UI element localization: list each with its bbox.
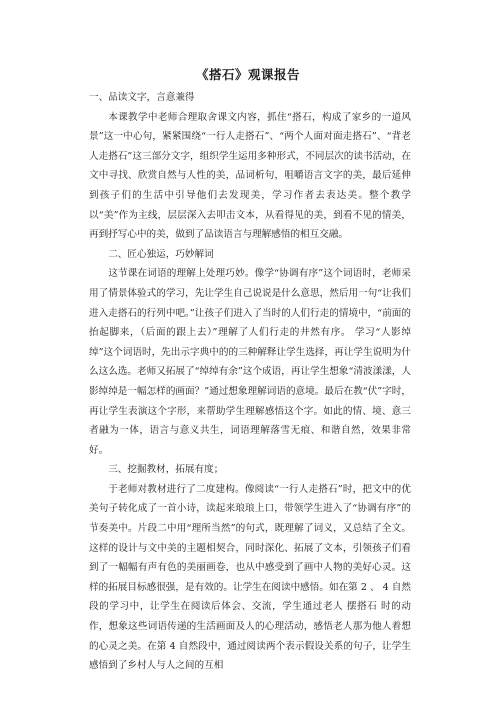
document-title: 《搭石》观课报告 <box>195 67 300 82</box>
section-paragraph-2: 这节课在词语的理解上处理巧妙。像学“协调有序”这个词语时，老师采用了情景体验式的学习，先让学生自己说说是什么意思，然后用一句“让我们进入走搭石的行列中吧。”让孩子们进入了当时的人们行走的情境中，“前面的抬起脚来，（后面的跟上去）”理解了人们行走的井然有序。 学习“人影绰绰”这个词语时，先出示字典中的的三种解释让学生选择，再让学生说明为什么这么选。老师又拓展了“绰绰有余”这个成语，再让学生想象“清波漾漾，人影绰绰是一幅怎样的画面？”通过想象理解词语的意境。最后在教“伏”字时，再让学生表演这个字形，来帮助学生理解感悟这个字。如此的情、境、意三者融为一体，语言与意义共生，词语理解落雪无痕、和谐自然，效果非常好。 <box>89 268 411 456</box>
section-paragraph-3: 于老师对教材进行了二度建构。像阅读“一行人走搭石”时，把文中的优美句子转化成了一首小诗，读起来琅琅上口，带领学生进入了“协调有序”的节奏美中。片段二中用“理所当然”的句式，既理解了词义，又总结了全文。这样的设计与文中美的主题相契合，同时深化、拓展了文本，引领孩子们看到了一幅幅有声有色的美丽画卷，也从中感受到了画中人物的美好心灵。这样的拓展目标感很强，是有效的。让学生在阅读中感悟。如在第 2 、 4 自然段的学习中，让学生在阅读后体会、交流，学生通过老人 摆搭石 时的动作，想象这些词语传递的生活画面及人的心理活动，感悟老人那为他人着想的心灵之美。在第 4 自然段中，通过阅读两个表示假设关系的句子，让学生感悟到了乡村人与人之间的互相 <box>89 483 411 672</box>
document-body <box>89 88 411 676</box>
section-heading-2: 二、匠心独运，巧妙解词 <box>108 248 214 260</box>
section-heading-1: 一、品读文字，言意兼得 <box>89 92 195 103</box>
section-heading-3: 三、挖掘教材，拓展有度； <box>108 464 224 476</box>
section-paragraph-1: 本课教学中老师合理取舍课文内容，抓住“搭石，构成了家乡的一道风景”这一中心句，紧紧围绕“一行人走搭石”、“两个人面对面走搭石”、“背老人走搭石”这三部分文字，组织学生运用多种形式，不同层次的读书活动，在文中寻找、欣赏自然与人性的美，品词析句，咀嚼语言文字的美，最后延伸到孩子们的生活中引导他们去发现美，学习作者去表达美。整个教学以“美”作为主线，层层深入去叩击文本，从看得见的美，到看不见的情美，再到抒写心中的美，做到了品读语言与理解感悟的相互交融。 <box>89 111 411 241</box>
